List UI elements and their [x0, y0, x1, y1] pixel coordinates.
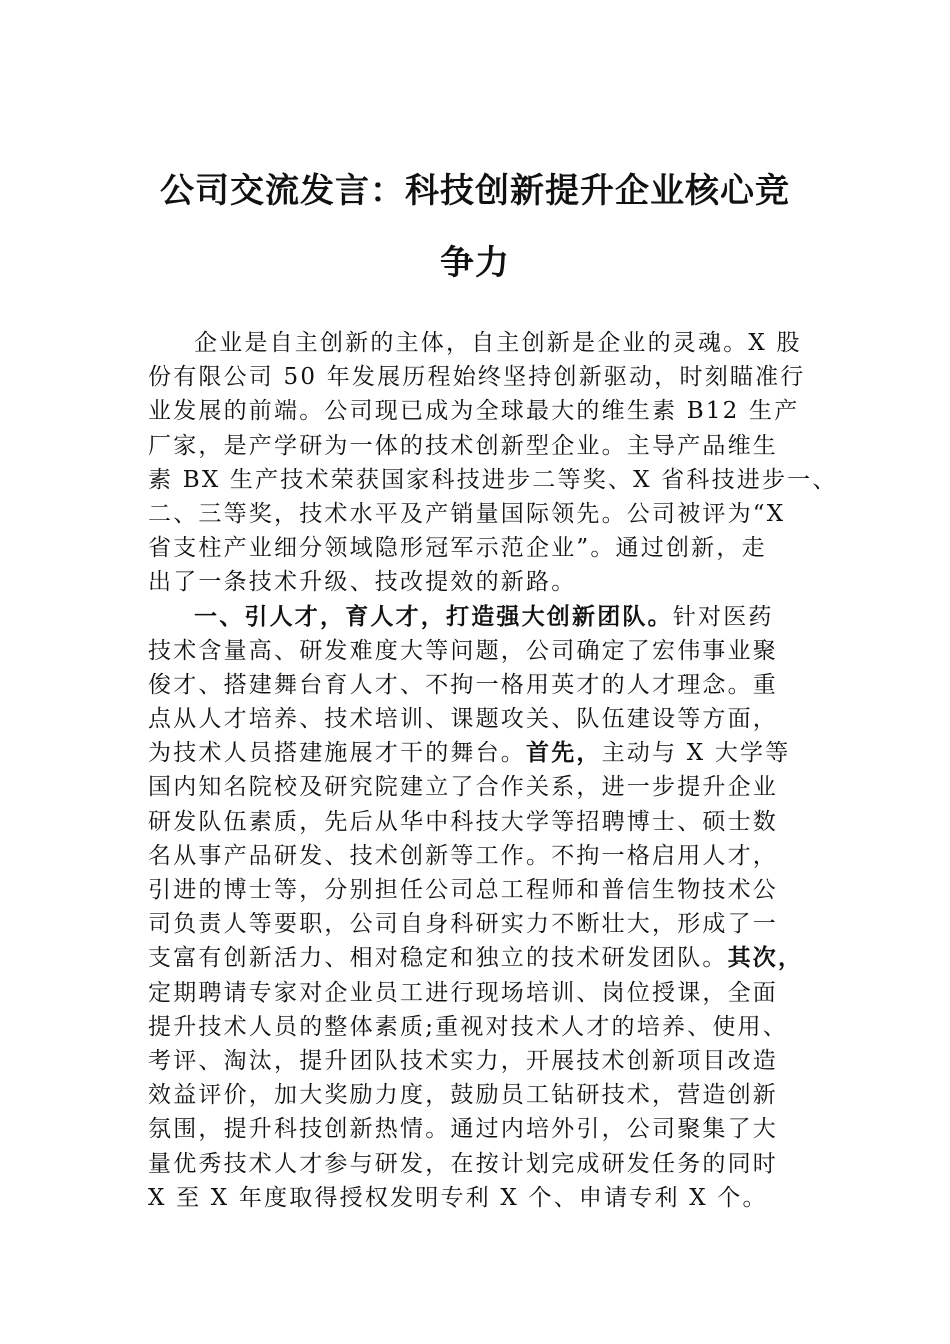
text-run: 为技术人员搭建施展才干的舞台。 [148, 740, 526, 767]
text-line: 份有限公司 50 年发展历程始终坚持创新驱动，时刻瞄准行 [148, 364, 806, 391]
text-line: 考评、淘汰，提升团队技术实力，开展技术创新项目改造 [148, 1047, 778, 1074]
section-heading: 一、引人才，育人才，打造强大创新团队。 [194, 603, 673, 630]
text-line: 提升技术人员的整体素质;重视对技术人才的培养、使用、 [148, 1013, 788, 1040]
text-run: 主动与 X 大学等 [601, 740, 791, 767]
text-line: X 至 X 年度取得授权发明专利 X 个、申请专利 X 个。 [148, 1184, 768, 1211]
paragraph-intro [148, 326, 838, 600]
text-line: 企业是自主创新的主体，自主创新是企业的灵魂。X 股 [194, 330, 802, 356]
text-line: 二、三等奖，技术水平及产销量国际领先。公司被评为“X [148, 500, 786, 527]
emphasis-first: 首先， [526, 740, 602, 767]
text-line: 技术含量高、研发难度大等问题，公司确定了宏伟事业聚 [148, 637, 778, 664]
text-line: 名从事产品研发、技术创新等工作。不拘一格启用人才， [148, 842, 778, 869]
text-line: 点从人才培养、技术培训、课题攻关、队伍建设等方面， [148, 706, 778, 733]
text-line: 引进的博士等，分别担任公司总工程师和普信生物技术公 [148, 877, 778, 903]
text-line: 省支柱产业细分领域隐形冠军示范企业”。通过创新，走 [148, 535, 767, 562]
text-line: 素 BX 生产技术荣获国家科技进步二等奖、X 省科技进步一、 [148, 466, 838, 493]
text-line: 国内知名院校及研究院建立了合作关系，进一步提升企业 [148, 774, 778, 801]
text-line: 厂家，是产学研为一体的技术创新型企业。主导产品维生 [148, 432, 778, 459]
text-line: 研发队伍素质，先后从华中科技大学等招聘博士、硕士数 [148, 808, 778, 835]
title-line-2: 争力 [440, 243, 510, 283]
text-line: 氛围，提升科技创新热情。通过内培外引，公司聚集了大 [148, 1116, 778, 1143]
text-run: 针对医药 [672, 603, 774, 630]
text-line [148, 941, 812, 975]
paragraph-section-1 [148, 600, 812, 1215]
text-line: 司负责人等要职，公司自身科研实力不断壮大，形成了一 [148, 911, 778, 938]
title-line-1: 公司交流发言：科技创新提升企业核心竞 [160, 171, 790, 211]
text-line: 业发展的前端。公司现已成为全球最大的维生素 B12 生产 [148, 398, 800, 425]
text-line: 俊才、搭建舞台育人才、不拘一格用英才的人才理念。重 [148, 671, 778, 698]
text-line: 定期聘请专家对企业员工进行现场培训、岗位授课，全面 [148, 979, 778, 1006]
emphasis-second: 其次， [727, 945, 804, 972]
text-line: 量优秀技术人才参与研发，在按计划完成研发任务的同时 [148, 1150, 778, 1177]
document-body [148, 326, 838, 1215]
text-line: 出了一条技术升级、技改提效的新路。 [148, 569, 577, 596]
text-line: 效益评价，加大奖励力度，鼓励员工钻研技术，营造创新 [148, 1082, 778, 1109]
text-line [148, 600, 812, 634]
text-run: 支富有创新活力、相对稳定和独立的技术研发团队。 [148, 945, 728, 972]
document-title [148, 155, 802, 299]
text-line [148, 736, 812, 770]
